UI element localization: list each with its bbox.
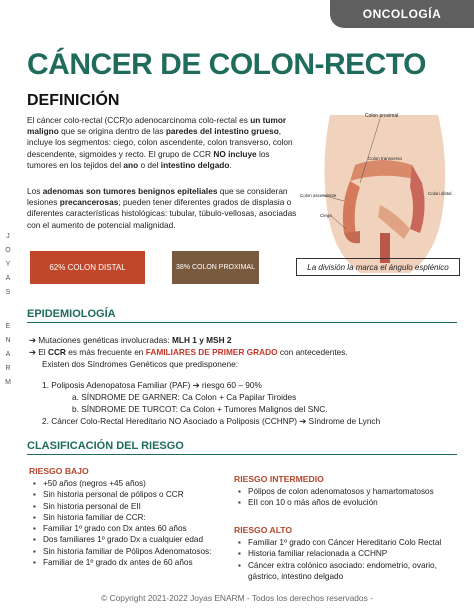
riesgo-intermedio-title: RIESGO INTERMEDIO	[234, 474, 324, 484]
label-colon-proximal: Colon proximal	[365, 113, 399, 119]
list-item: ▪ Sin historia personal de pólipos o CCR	[33, 489, 211, 500]
list-item: ▪ +50 años (negros +45 años)	[33, 478, 211, 489]
list-item: ▪ Historia familiar relacionada a CCHNP	[238, 548, 441, 559]
label-colon-distal: Colon distal	[428, 191, 452, 196]
box-colon-proximal: 38% COLON PROXIMAL	[172, 251, 259, 284]
list-item: ▪ Sin historia familiar de CCR:	[33, 512, 211, 523]
riesgo-alto-title: RIESGO ALTO	[234, 525, 293, 535]
label-ciego: Ciego	[320, 213, 332, 218]
section-divider	[27, 454, 457, 455]
list-item: gástrico, intestino delgado	[248, 571, 344, 581]
label-colon-transverso: Colon transverso	[368, 156, 403, 161]
section-divider	[27, 322, 457, 323]
definicion-paragraph-2: Los adenomas son tumores benignos epiteliales que se consideran lesiones precancerosas; pueden tener diferentes grados de displasia o diferentes características histológicas: tubular, túbulo-vellosas, asociadas con el aumento de potencial malignidad.	[27, 186, 297, 230]
definicion-paragraph-1: El cáncer colo-rectal (CCR)o adenocarcinoma colo-rectal es un tumor maligno que se origina dentro de las paredes del intestino grueso, incluye los segmentos: ciego, colon ascendente, colon transverso, colon descendente, sigmoides y recto. El grupo de CCR NO incluye los tumores en los tejidos del ano o del intestino delgado.	[27, 115, 293, 170]
epi-line-paf: 1. Poliposis Adenopatosa Familiar (PAF) ➔ riesgo 60 – 90%	[42, 380, 262, 390]
riesgo-alto-list	[238, 537, 441, 582]
page-title: CÁNCER DE COLON-RECTO	[27, 48, 426, 81]
label-colon-ascendente: Colon ascendente	[300, 193, 337, 198]
epi-line-garner: a. SÍNDROME DE GARNER: Ca Colon + Ca Papilar Tiroides	[72, 392, 297, 402]
colon-anatomy-illustration	[300, 105, 465, 275]
illustration-caption: La división la marca el ángulo esplénico	[296, 258, 460, 276]
list-item: ▪ Cáncer extra colónico asociado: endometrio, ovario,	[238, 560, 441, 571]
list-item: ▪ Pólipos de colon adenomatosos y hamartomatosos	[238, 486, 434, 497]
list-item: ▪ Dos familiares 1º grado Dx a cualquier edad	[33, 534, 211, 545]
epi-line-mutaciones: ➔ Mutaciones genéticas involucradas: MLH 1 y MSH 2	[29, 335, 232, 345]
epidemiologia-heading: EPIDEMIOLOGÍA	[27, 308, 116, 320]
definicion-heading: DEFINICIÓN	[27, 92, 120, 109]
list-item: ▪ Familiar 1º grado con Dx antes 60 años	[33, 523, 211, 534]
list-item: ▪ Familiar 1º grado con Cáncer Hereditario Colo Rectal	[238, 537, 441, 548]
riesgo-bajo-list	[33, 478, 211, 568]
clasificacion-heading: CLASIFICACIÓN DEL RIESGO	[27, 440, 184, 452]
list-item: ▪ EII con 10 o más años de evolución	[238, 497, 434, 508]
riesgo-intermedio-list	[238, 486, 434, 509]
epi-line-turcot: b. SÍNDROME DE TURCOT: Ca Colon + Tumores Malignos del SNC.	[72, 404, 328, 414]
copyright-footer: © Copyright 2021-2022 Joyas ENARM - Todos los derechos reservados -	[101, 593, 373, 603]
riesgo-bajo-title: RIESGO BAJO	[29, 466, 89, 476]
side-vertical-text: J O Y A S E N A R M	[5, 233, 11, 386]
section-badge: ONCOLOGÍA	[330, 0, 474, 28]
epi-line-sindromes-intro: Existen dos Síndromes Genéticos que predisponene:	[42, 359, 239, 369]
list-item: ▪ Sin historia personal de EII	[33, 501, 211, 512]
list-item: ▪ Familiar de 1º grado dx antes de 60 años	[33, 557, 211, 568]
box-colon-distal: 62% COLON DISTAL	[30, 251, 145, 284]
epi-line-familiares: ➔ El CCR es más frecuente en FAMILIARES DE PRIMER GRADO con antecedentes.	[29, 347, 348, 357]
list-item: ▪ Sin historia familiar de Pólipos Adenomatosos:	[33, 546, 211, 557]
epi-line-lynch: 2. Cáncer Colo-Rectal Hereditario NO Asociado a Poliposis (CCHNP) ➔ Síndrome de Lynch	[42, 416, 381, 426]
